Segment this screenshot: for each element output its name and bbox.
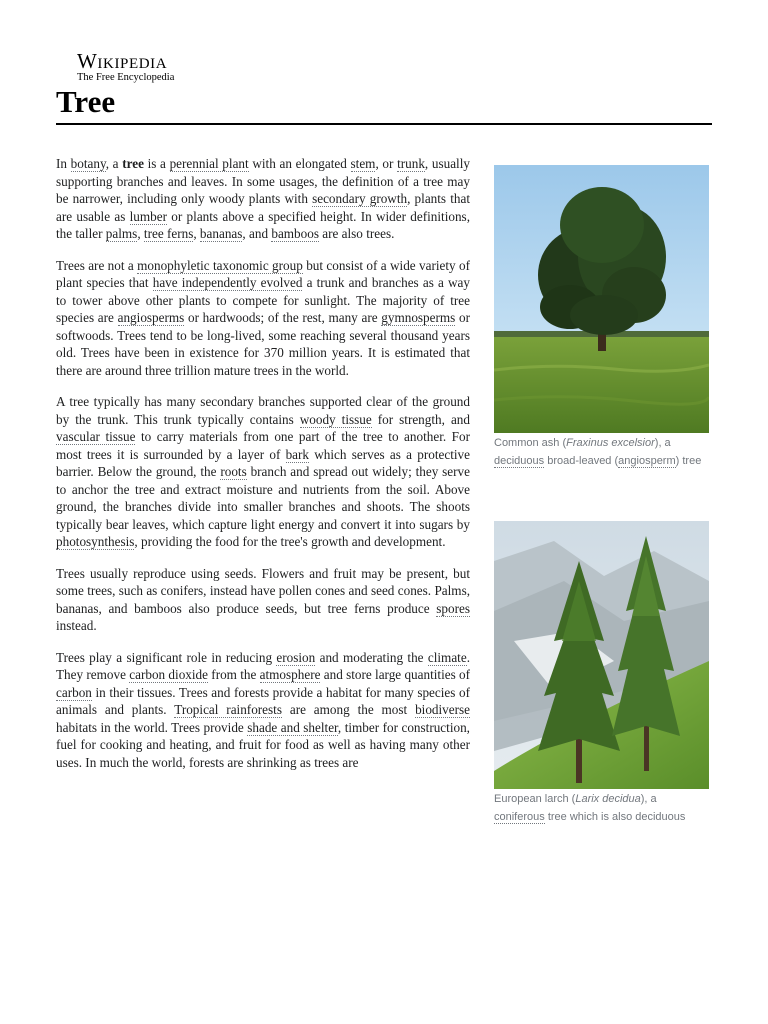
figure-european-larch bbox=[494, 521, 709, 826]
paragraph-intro: In botany, a tree is a perennial plant with an elongated stem, or trunk, usually supporting branches and leaves. In some usages, the definition of a tree may be narrower, including only woody plants with secondary growth, plants that are usable as lumber or plants above a specified height. In wider definitions, the taller palms, tree ferns, bananas, and bamboos are also trees. bbox=[56, 156, 470, 241]
link-palms[interactable]: palms bbox=[105, 226, 138, 241]
link-tree-ferns[interactable]: tree ferns bbox=[143, 226, 194, 241]
figure-caption-ash: Common ash (Fraxinus excelsior), a deciduous broad-leaved (angiosperm) tree bbox=[494, 437, 702, 467]
european-larch-image[interactable] bbox=[494, 521, 709, 789]
link-perennial-plant[interactable]: perennial plant bbox=[169, 156, 249, 171]
link-gymnosperms[interactable]: gymnosperms bbox=[381, 310, 456, 325]
link-deciduous[interactable]: deciduous bbox=[494, 454, 545, 467]
link-vascular-tissue[interactable]: vascular tissue bbox=[56, 429, 136, 444]
link-biodiverse[interactable]: biodiverse bbox=[415, 702, 470, 717]
figure-caption-larch: European larch (Larix decidua), a coniferous tree which is also deciduous bbox=[494, 793, 686, 823]
link-trunk[interactable]: trunk bbox=[397, 156, 425, 171]
link-shade-and-shelter[interactable]: shade and shelter bbox=[247, 719, 338, 735]
paragraph-structure: A tree typically has many secondary branches supported clear of the ground by the trunk. This trunk typically contains woody tissue for strength, and vascular tissue to carry materials from one part of the tree to another. For most trees it is surrounded by a layer of bark which serves as a protective barrier. Below the ground, the roots branch and spread out widely; they serve to anchor the tree and extract moisture and nutrients from the soil. Above ground, the branches divide into smaller branches and shoots. The shoots typically bear leaves, which capture light energy and convert it into sugars by photosynthesis, providing the food for the tree's growth and development. bbox=[56, 394, 470, 549]
link-have-independently-evolved[interactable]: have independently evolved bbox=[152, 275, 303, 290]
link-lumber[interactable]: lumber bbox=[129, 208, 167, 224]
link-angiosperms[interactable]: angiosperms bbox=[117, 310, 185, 325]
article-body bbox=[56, 155, 470, 877]
wikipedia-logo[interactable] bbox=[77, 51, 174, 84]
link-stem[interactable]: stem bbox=[350, 156, 376, 171]
link-monophyletic-taxonomic-group[interactable]: monophyletic taxonomic group bbox=[137, 257, 303, 273]
link-bamboos[interactable]: bamboos bbox=[271, 226, 319, 241]
title-divider bbox=[56, 123, 712, 125]
link-erosion[interactable]: erosion bbox=[276, 649, 316, 665]
link-atmosphere[interactable]: atmosphere bbox=[259, 667, 321, 682]
common-ash-image[interactable] bbox=[494, 165, 709, 433]
link-angiosperm[interactable]: angiosperm bbox=[618, 454, 676, 467]
paragraph-ecology: Trees play a significant role in reducing erosion and moderating the climate. They remove carbon dioxide from the atmosphere and store large quantities of carbon in their tissues. Trees and forests provide a habitat for many species of animals and plants. Tropical rainforests are among the most biodiverse habitats in the world. Trees provide shade and shelter, timber for construction, fuel for cooking and heating, and fruit for food as well as having many other uses. In much the world, forests are shrinking as trees are bbox=[56, 649, 470, 770]
bold-term: tree bbox=[122, 156, 144, 171]
link-roots[interactable]: roots bbox=[220, 464, 247, 479]
link-carbon[interactable]: carbon bbox=[56, 684, 92, 700]
link-woody-tissue[interactable]: woody tissue bbox=[299, 411, 372, 427]
link-bark[interactable]: bark bbox=[285, 446, 310, 462]
link-climate[interactable]: climate bbox=[427, 649, 467, 665]
link-spores[interactable]: spores bbox=[436, 600, 470, 616]
paragraph-taxonomy: Trees are not a monophyletic taxonomic group but consist of a wide variety of plant species that have independently evolved a trunk and branches as a way to tower above other plants to compete for sunlight. The majority of tree species are angiosperms or hardwoods; of the rest, many are gymnosperms or softwoods. Trees tend to be long-lived, some reaching several thousand years old. Trees have been in existence for 370 million years. It is estimated that there are around three trillion mature trees in the world. bbox=[56, 257, 470, 378]
link-bananas[interactable]: bananas bbox=[199, 226, 243, 241]
link-tropical-rainforests[interactable]: Tropical rainforests bbox=[174, 702, 282, 717]
logo-wordmark: Wikipedia bbox=[77, 49, 168, 73]
logo-tagline: The Free Encyclopedia bbox=[77, 72, 175, 83]
link-photosynthesis[interactable]: photosynthesis bbox=[56, 534, 135, 549]
link-botany[interactable]: botany bbox=[70, 156, 106, 171]
link-carbon-dioxide[interactable]: carbon dioxide bbox=[129, 667, 208, 682]
link-secondary-growth[interactable]: secondary growth bbox=[312, 191, 408, 206]
page-title: Tree bbox=[56, 84, 116, 119]
link-coniferous[interactable]: coniferous bbox=[494, 810, 545, 823]
figure-common-ash bbox=[494, 165, 709, 470]
paragraph-reproduction: Trees usually reproduce using seeds. Flowers and fruit may be present, but some trees, such as conifers, instead have pollen cones and seed cones. Palms, bananas, and bamboos also produce seeds, but tree ferns produce spores instead. bbox=[56, 565, 470, 633]
